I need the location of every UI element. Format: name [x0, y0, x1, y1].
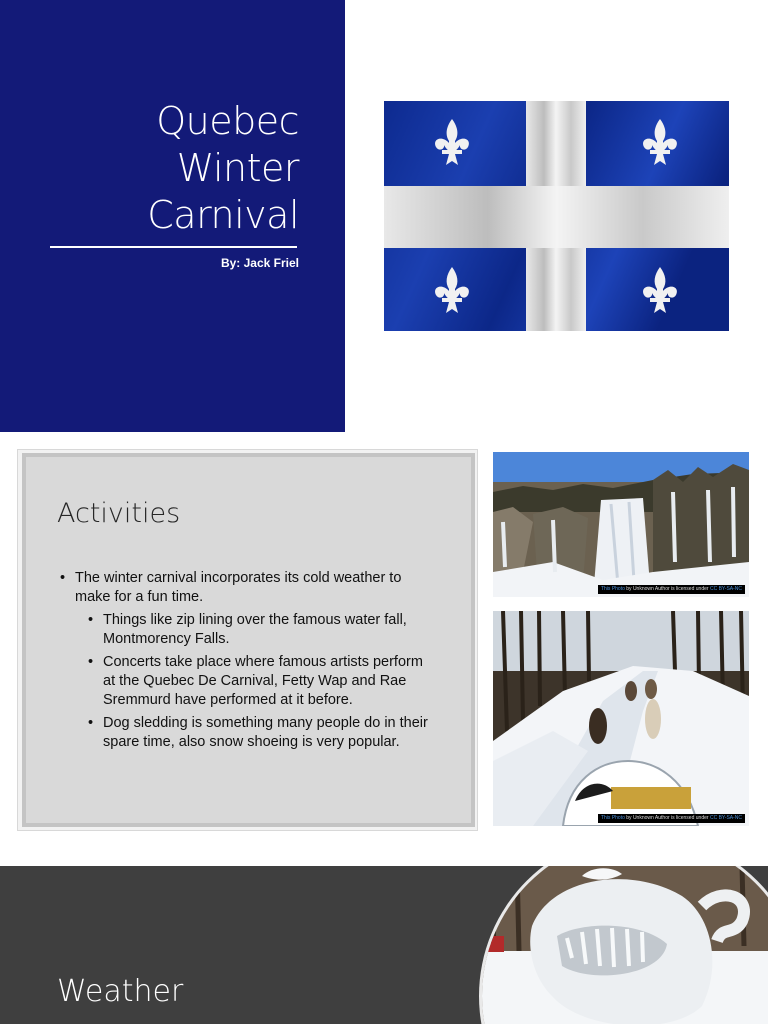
snow-sculpture-photo[interactable] [472, 866, 768, 1024]
activities-bullet-list [57, 569, 437, 756]
waterfall-photo[interactable] [493, 452, 749, 597]
sub-bullet-zipline: • Things like zip lining over the famous water fall, Montmorency Falls. [57, 611, 437, 649]
dog-sledding-photo-credit: This Photo by Unknown Author is licensed under CC BY-SA-NC [598, 814, 745, 823]
photo-link[interactable]: This Photo [600, 815, 625, 821]
title-line-1: Quebec [156, 99, 299, 143]
author-byline: By: Jack Friel [220, 256, 299, 270]
title-line-2: Winter [176, 146, 299, 190]
title-panel [0, 0, 345, 432]
sub-bullet-dog-sledding: • Dog sledding is something many people do in their spare time, also snow shoeing is very popular. [57, 714, 437, 752]
dog-sledding-photo[interactable] [493, 611, 749, 826]
activities-slide[interactable] [0, 432, 768, 864]
waterfall-photo-credit: This Photo by Unknown Author is licensed under CC BY-SA-NC [598, 585, 745, 594]
title-slide[interactable] [0, 0, 768, 432]
title-divider [50, 246, 297, 248]
quebec-flag-image[interactable] [384, 101, 729, 331]
license-link[interactable]: CC BY-SA-NC [709, 586, 742, 592]
title-line-3: Carnival [147, 193, 299, 237]
photo-link[interactable]: This Photo [600, 586, 625, 592]
bullet-main: • The winter carnival incorporates its cold weather to make for a fun time. [57, 569, 437, 607]
license-link[interactable]: CC BY-SA-NC [709, 815, 742, 821]
sub-bullet-concerts: • Concerts take place where famous artists perform at the Quebec De Carnival, Fetty Wap and Rae Sremmurd have performed at it before. [57, 653, 437, 710]
presentation-title [39, 98, 299, 239]
weather-heading: Weather [57, 974, 184, 1009]
weather-slide[interactable] [0, 866, 768, 1024]
activities-heading: Activities [57, 498, 181, 529]
